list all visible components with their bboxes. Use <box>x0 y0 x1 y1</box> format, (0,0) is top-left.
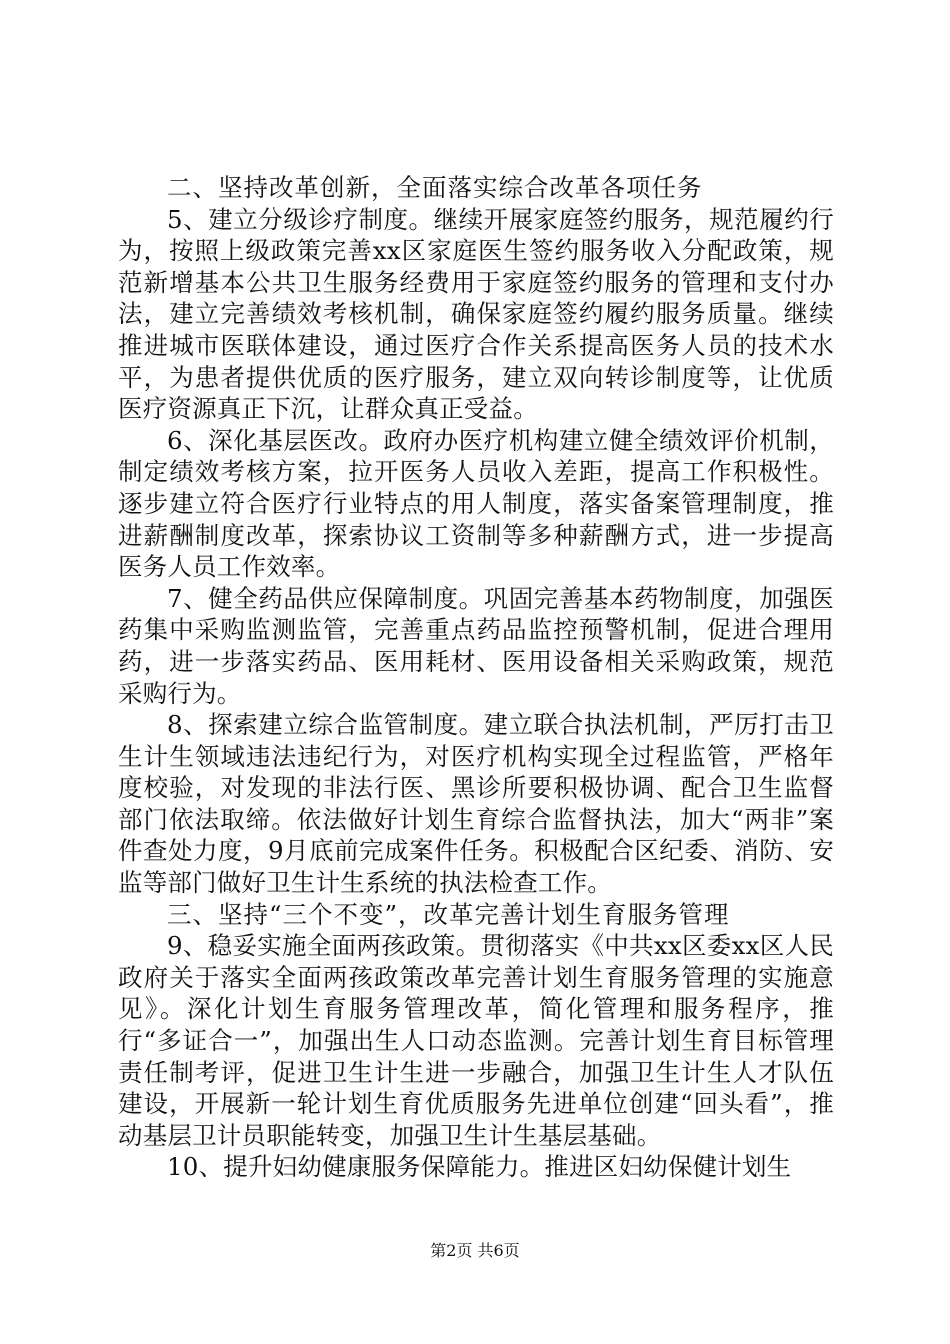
section-heading-2: 二、坚持改革创新，全面落实综合改革各项任务 <box>167 173 703 202</box>
paragraph-item-5: 5、建立分级诊疗制度。继续开展家庭签约服务，规范履约行为，按照上级政策完善xx区家庭医生签约服务收入分配政策，规范新增基本公共卫生服务经费用于家庭签约服务的管理和支付办法，建立完善绩效考核机制，确保家庭签约履约服务质量。继续推进城市医联体建设，通过医疗合作关系提高医务人员的技术水平，为患者提供优质的医疗服务，建立双向转诊制度等，让优质医疗资源真正下沉，让群众真正受益。 <box>118 204 834 424</box>
page-number-footer: 第2页 共6页 <box>430 1241 520 1260</box>
paragraph-item-10: 10、提升妇幼健康服务保障能力。推进区妇幼保健计划生 <box>167 1152 792 1182</box>
section-heading-3: 三、坚持“三个不变”，改革完善计划生育服务管理 <box>167 899 730 929</box>
paragraph-item-8: 8、探索建立综合监管制度。建立联合执法机制，严厉打击卫生计生领域违法违纪行为，对医疗机构实现全过程监管，严格年度校验，对发现的非法行医、黑诊所要积极协调、配合卫生监督部门依法取缔。依法做好计划生育综合监督执法，加大“两非”案件查处力度，9月底前完成案件任务。积极配合区纪委、消防、安监等部门做好卫生计生系统的执法检查工作。 <box>118 710 834 898</box>
paragraph-item-7: 7、健全药品供应保障制度。巩固完善基本药物制度，加强医药集中采购监测监管，完善重点药品监控预警机制，促进合理用药，进一步落实药品、医用耗材、医用设备相关采购政策，规范采购行为。 <box>118 583 834 708</box>
paragraph-item-9: 9、稳妥实施全面两孩政策。贯彻落实《中共xx区委xx区人民政府关于落实全面两孩政策改革完善计划生育服务管理的实施意见》。深化计划生育服务管理改革，简化管理和服务程序，推行“多证合一”，加强出生人口动态监测。完善计划生育目标管理责任制考评，促进卫生计生进一步融合，加强卫生计生人才队伍建设，开展新一轮计划生育优质服务先进单位创建“回头看”，推动基层卫计员职能转变，加强卫生计生基层基础。 <box>118 931 834 1150</box>
document-body <box>118 172 834 1183</box>
paragraph-item-6: 6、深化基层医改。政府办医疗机构建立健全绩效评价机制，制定绩效考核方案，拉开医务人员收入差距，提高工作积极性。逐步建立符合医疗行业特点的用人制度，落实备案管理制度，推进薪酬制度改革，探索协议工资制等多种薪酬方式，进一步提高医务人员工作效率。 <box>118 425 834 582</box>
